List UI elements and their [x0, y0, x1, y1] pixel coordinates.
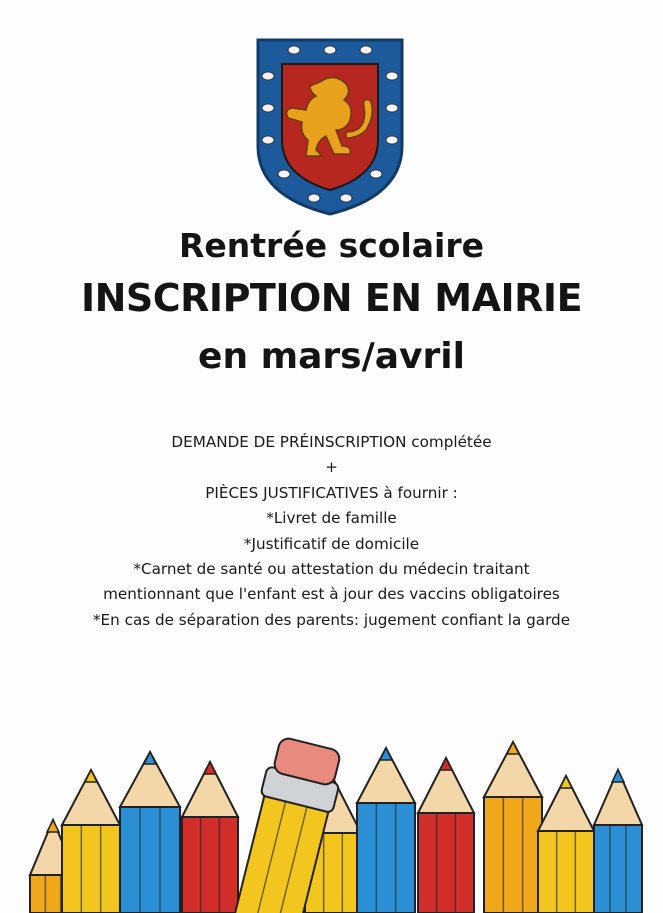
- documents-title: PIÈCES JUSTIFICATIVES à fournir :: [205, 483, 458, 502]
- coat-of-arms-logo: [254, 36, 406, 216]
- pencil: [182, 762, 238, 913]
- heading-line-3: en mars/avril: [198, 336, 465, 377]
- pencil: [120, 752, 180, 913]
- heading-line-1: Rentrée scolaire: [178, 226, 484, 265]
- pencil: [62, 770, 120, 913]
- pencil: [418, 758, 474, 913]
- colored-pencils-illustration: [0, 730, 663, 913]
- document-item: *En cas de séparation des parents: jugement confiant la garde: [92, 610, 571, 629]
- plus-sign: +: [325, 458, 338, 477]
- pencil: [538, 776, 594, 913]
- heading-line-2: INSCRIPTION EN MAIRIE: [80, 276, 583, 320]
- form-requirement: DEMANDE DE PRÉINSCRIPTION complétée: [171, 433, 492, 451]
- document-item: *Justificatif de domicile: [243, 534, 420, 553]
- pencil: [357, 748, 415, 913]
- requirements-block: [0, 430, 663, 633]
- pencil: [484, 742, 542, 913]
- document-item: mentionnant que l'enfant est à jour des vaccins obligatoires: [103, 585, 560, 604]
- document-item: *Livret de famille: [266, 509, 397, 528]
- pencil: [594, 770, 642, 913]
- document-item: *Carnet de santé ou attestation du médecin traitant: [133, 560, 530, 579]
